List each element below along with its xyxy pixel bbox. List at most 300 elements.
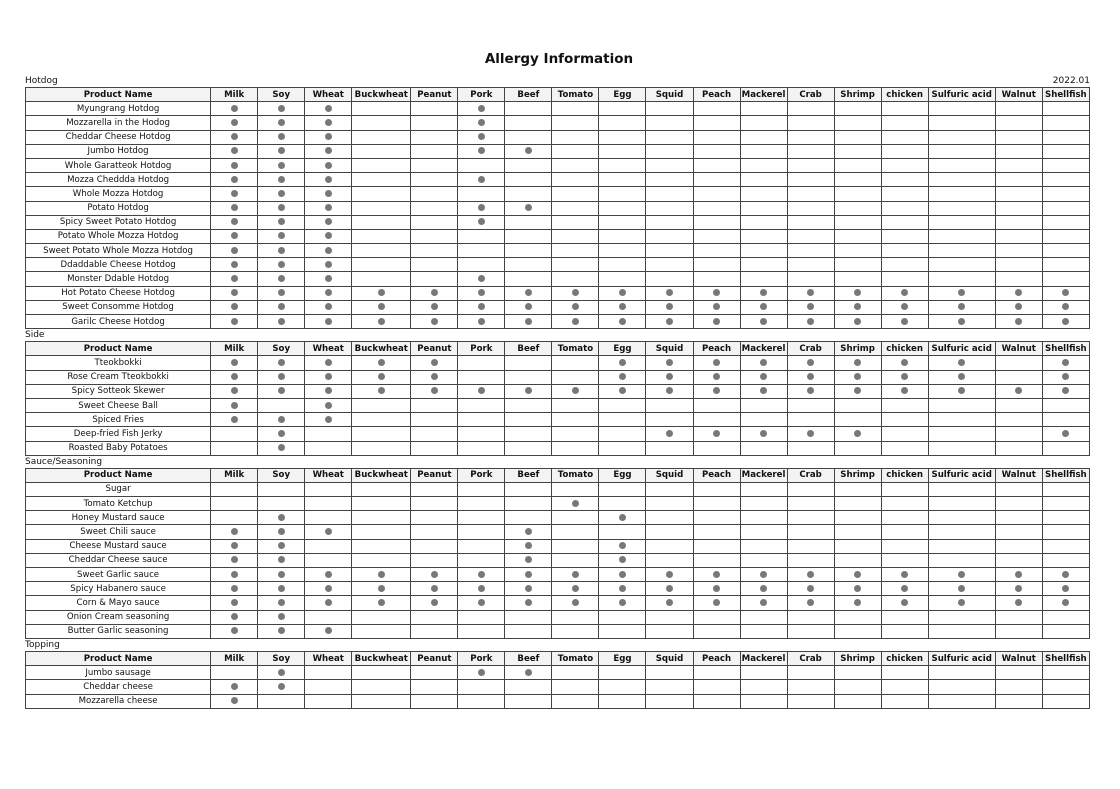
allergen-cell [305,482,352,496]
allergen-present-dot [760,571,767,578]
table-row [26,610,1090,624]
allergen-cell [599,229,646,243]
allergen-present-dot [231,247,238,254]
allergen-cell [646,441,693,455]
allergen-cell [411,666,458,680]
allergen-cell [458,539,505,553]
allergen-present-dot [325,218,332,225]
allergen-present-dot [572,387,579,394]
allergen-present-dot [278,218,285,225]
allergen-cell [352,666,411,680]
allergen-cell [646,315,693,329]
allergen-cell [599,596,646,610]
allergen-present-dot [854,585,861,592]
product-name: Tomato Ketchup [26,497,211,511]
allergen-present-dot [478,387,485,394]
allergen-cell [740,244,787,258]
allergen-present-dot [807,571,814,578]
allergen-present-dot [901,571,908,578]
allergen-present-dot [619,599,626,606]
allergen-cell [211,624,258,638]
allergen-cell [458,201,505,215]
allergen-cell [505,384,552,398]
allergen-present-dot [278,542,285,549]
allergen-cell [505,130,552,144]
allergen-present-dot [572,500,579,507]
allergen-cell [505,315,552,329]
allergen-present-dot [325,373,332,380]
column-header-beef: Beef [505,651,552,665]
allergen-cell [740,158,787,172]
allergen-cell [740,173,787,187]
allergen-cell [505,370,552,384]
allergen-cell [411,553,458,567]
allergen-cell [740,596,787,610]
allergen-cell [599,525,646,539]
allergen-cell [211,427,258,441]
allergen-cell [787,398,834,412]
product-name: Myungrang Hotdog [26,102,211,116]
allergen-cell [740,624,787,638]
allergen-cell [599,384,646,398]
table-row [26,215,1090,229]
product-name: Potato Hotdog [26,201,211,215]
allergen-cell [646,427,693,441]
allergen-present-dot [325,416,332,423]
allergen-cell [258,286,305,300]
allergen-cell [552,229,599,243]
allergy-table [25,468,1090,639]
allergen-cell [1042,215,1089,229]
column-header-product-name: Product Name [26,88,211,102]
allergen-cell [505,610,552,624]
allergen-cell [1042,680,1089,694]
allergen-cell [305,356,352,370]
allergen-cell [1042,130,1089,144]
allergen-cell [1042,173,1089,187]
allergen-present-dot [478,585,485,592]
allergen-cell [881,144,928,158]
allergen-cell [881,427,928,441]
allergen-present-dot [278,162,285,169]
allergen-cell [211,680,258,694]
allergen-cell [928,229,995,243]
allergen-present-dot [666,359,673,366]
allergen-cell [740,370,787,384]
allergen-present-dot [619,542,626,549]
allergen-present-dot [325,303,332,310]
allergen-present-dot [854,387,861,394]
allergen-cell [505,539,552,553]
allergen-cell [458,553,505,567]
allergen-cell [505,482,552,496]
allergen-cell [693,398,740,412]
allergen-cell [458,384,505,398]
allergen-cell [787,356,834,370]
allergen-cell [928,680,995,694]
allergen-present-dot [378,387,385,394]
allergen-present-dot [325,359,332,366]
allergen-cell [505,173,552,187]
allergen-cell [505,666,552,680]
allergen-cell [1042,286,1089,300]
allergen-present-dot [525,289,532,296]
allergen-cell [740,582,787,596]
allergen-cell [305,158,352,172]
allergen-cell [787,370,834,384]
column-header-crab: Crab [787,342,834,356]
allergen-cell [305,102,352,116]
product-name: Onion Cream seasoning [26,610,211,624]
allergen-cell [411,568,458,582]
column-header-sulfuric-acid: Sulfuric acid [928,468,995,482]
allergen-cell [505,158,552,172]
product-name: Honey Mustard sauce [26,511,211,525]
allergen-cell [411,244,458,258]
allergen-present-dot [713,599,720,606]
allergen-cell [505,694,552,708]
allergen-present-dot [478,119,485,126]
allergen-cell [646,272,693,286]
allergen-present-dot [325,275,332,282]
product-name: Sweet Chili sauce [26,525,211,539]
allergen-cell [787,286,834,300]
allergy-table [25,87,1090,329]
allergen-present-dot [958,585,965,592]
column-header-product-name: Product Name [26,342,211,356]
allergen-present-dot [807,373,814,380]
allergen-cell [305,315,352,329]
column-header-beef: Beef [505,468,552,482]
allergen-present-dot [278,373,285,380]
allergen-cell [305,173,352,187]
allergen-cell [928,624,995,638]
allergen-cell [411,229,458,243]
allergen-present-dot [231,119,238,126]
allergen-cell [211,215,258,229]
table-row [26,102,1090,116]
allergen-cell [834,694,881,708]
allergen-cell [599,370,646,384]
allergen-cell [995,201,1042,215]
allergen-present-dot [231,359,238,366]
column-header-wheat: Wheat [305,651,352,665]
allergen-cell [787,511,834,525]
allergen-cell [411,356,458,370]
allergen-present-dot [431,303,438,310]
allergen-present-dot [431,318,438,325]
allergen-cell [258,315,305,329]
allergen-present-dot [231,105,238,112]
allergen-cell [995,427,1042,441]
allergen-cell [552,666,599,680]
allergen-cell [787,539,834,553]
allergen-cell [995,158,1042,172]
allergen-present-dot [478,105,485,112]
allergen-cell [995,398,1042,412]
allergen-cell [411,116,458,130]
allergen-present-dot [325,162,332,169]
allergen-cell [505,272,552,286]
allergen-cell [834,596,881,610]
allergen-cell [834,187,881,201]
allergen-cell [928,356,995,370]
allergen-cell [834,116,881,130]
allergen-cell [458,187,505,201]
allergen-cell [787,666,834,680]
allergen-present-dot [713,585,720,592]
allergen-present-dot [854,318,861,325]
allergen-present-dot [1015,585,1022,592]
allergen-cell [928,525,995,539]
allergen-cell [881,398,928,412]
allergen-cell [740,102,787,116]
section-label: Side [25,330,45,341]
allergen-present-dot [760,387,767,394]
table-row [26,441,1090,455]
allergen-present-dot [958,289,965,296]
allergen-cell [411,610,458,624]
allergen-cell [881,102,928,116]
column-header-egg: Egg [599,342,646,356]
section-header [25,456,1090,468]
allergen-cell [995,610,1042,624]
allergen-cell [411,286,458,300]
allergen-cell [552,427,599,441]
allergen-present-dot [760,430,767,437]
allergen-cell [693,596,740,610]
allergen-cell [599,610,646,624]
allergen-cell [458,398,505,412]
allergen-cell [505,680,552,694]
allergen-present-dot [807,318,814,325]
allergen-present-dot [525,556,532,563]
allergen-cell [352,413,411,427]
allergen-cell [881,539,928,553]
allergen-cell [211,158,258,172]
allergen-present-dot [958,373,965,380]
allergen-present-dot [713,571,720,578]
allergen-cell [646,356,693,370]
allergen-cell [599,497,646,511]
allergen-present-dot [231,542,238,549]
allergen-present-dot [1015,387,1022,394]
allergen-cell [787,482,834,496]
allergen-present-dot [278,232,285,239]
allergen-cell [646,130,693,144]
allergen-cell [599,694,646,708]
allergen-cell [258,596,305,610]
allergen-cell [352,427,411,441]
allergen-cell [646,158,693,172]
column-header-shrimp: Shrimp [834,468,881,482]
allergen-present-dot [619,289,626,296]
allergen-cell [411,694,458,708]
allergen-present-dot [278,669,285,676]
allergen-cell [305,624,352,638]
allergen-cell [258,694,305,708]
allergen-cell [995,173,1042,187]
allergen-cell [352,272,411,286]
allergen-cell [305,680,352,694]
allergen-cell [834,173,881,187]
allergen-cell [928,116,995,130]
allergen-present-dot [278,683,285,690]
allergen-cell [834,215,881,229]
allergen-cell [787,201,834,215]
allergen-present-dot [278,261,285,268]
allergen-cell [787,525,834,539]
allergen-cell [1042,201,1089,215]
allergen-cell [787,187,834,201]
allergen-cell [881,370,928,384]
allergen-cell [834,286,881,300]
column-header-mackerel: Mackerel [740,342,787,356]
allergen-present-dot [572,599,579,606]
allergen-cell [646,666,693,680]
allergen-cell [458,624,505,638]
allergen-cell [693,610,740,624]
allergen-cell [552,553,599,567]
allergen-cell [646,539,693,553]
allergen-cell [411,102,458,116]
allergen-cell [552,300,599,314]
allergen-present-dot [760,359,767,366]
allergen-cell [411,300,458,314]
allergen-present-dot [278,528,285,535]
product-name: Corn & Mayo sauce [26,596,211,610]
allergen-present-dot [713,359,720,366]
allergen-cell [995,315,1042,329]
allergen-cell [740,286,787,300]
allergen-present-dot [525,147,532,154]
allergen-cell [305,384,352,398]
column-header-milk: Milk [211,342,258,356]
allergen-cell [505,356,552,370]
allergen-cell [834,539,881,553]
allergen-cell [211,497,258,511]
allergen-cell [458,497,505,511]
allergen-present-dot [378,289,385,296]
allergen-cell [505,596,552,610]
allergen-cell [211,525,258,539]
product-name: Sweet Potato Whole Mozza Hotdog [26,244,211,258]
allergen-cell [834,427,881,441]
allergen-present-dot [525,542,532,549]
allergen-cell [834,582,881,596]
table-row [26,427,1090,441]
allergen-cell [599,173,646,187]
allergen-cell [787,116,834,130]
allergen-cell [552,624,599,638]
table-row [26,413,1090,427]
column-header-shrimp: Shrimp [834,342,881,356]
allergen-cell [211,384,258,398]
allergen-present-dot [478,147,485,154]
allergen-cell [834,258,881,272]
allergen-cell [599,158,646,172]
allergen-cell [928,413,995,427]
allergen-cell [599,398,646,412]
allergen-cell [881,356,928,370]
allergen-cell [740,398,787,412]
allergen-cell [881,610,928,624]
allergen-cell [305,539,352,553]
product-name: Sweet Garlic sauce [26,568,211,582]
allergen-cell [834,229,881,243]
allergen-cell [995,497,1042,511]
allergen-cell [740,441,787,455]
allergen-cell [995,384,1042,398]
allergen-cell [599,116,646,130]
allergen-cell [995,413,1042,427]
allergen-present-dot [478,204,485,211]
table-row [26,370,1090,384]
allergen-cell [646,680,693,694]
allergen-cell [1042,370,1089,384]
allergen-cell [646,173,693,187]
allergen-cell [599,356,646,370]
allergen-present-dot [619,387,626,394]
allergen-cell [881,229,928,243]
allergen-cell [458,525,505,539]
allergen-present-dot [278,556,285,563]
allergen-cell [552,144,599,158]
allergen-present-dot [231,697,238,704]
allergen-present-dot [325,387,332,394]
allergen-present-dot [431,387,438,394]
allergen-cell [787,272,834,286]
allergen-present-dot [1062,303,1069,310]
allergen-present-dot [666,303,673,310]
allergen-present-dot [278,585,285,592]
allergen-cell [646,384,693,398]
allergen-cell [258,300,305,314]
allergen-present-dot [619,514,626,521]
table-row [26,229,1090,243]
allergen-present-dot [666,289,673,296]
allergen-cell [211,201,258,215]
product-name: Sweet Consomme Hotdog [26,300,211,314]
allergen-cell [995,370,1042,384]
allergen-cell [834,398,881,412]
allergen-cell [599,680,646,694]
allergen-cell [305,511,352,525]
allergen-cell [740,539,787,553]
allergen-cell [211,173,258,187]
allergen-cell [693,173,740,187]
allergen-cell [1042,511,1089,525]
allergen-present-dot [713,430,720,437]
allergen-cell [995,441,1042,455]
allergen-present-dot [525,387,532,394]
allergen-cell [211,398,258,412]
allergen-present-dot [619,373,626,380]
allergen-cell [599,187,646,201]
allergen-cell [646,370,693,384]
allergen-present-dot [713,373,720,380]
allergen-cell [881,582,928,596]
allergen-present-dot [1015,303,1022,310]
allergen-cell [928,300,995,314]
allergy-table [25,651,1090,709]
allergen-present-dot [760,303,767,310]
product-name: Jumbo Hotdog [26,144,211,158]
allergen-cell [740,384,787,398]
column-header-peanut: Peanut [411,342,458,356]
allergen-cell [995,482,1042,496]
allergen-cell [646,258,693,272]
